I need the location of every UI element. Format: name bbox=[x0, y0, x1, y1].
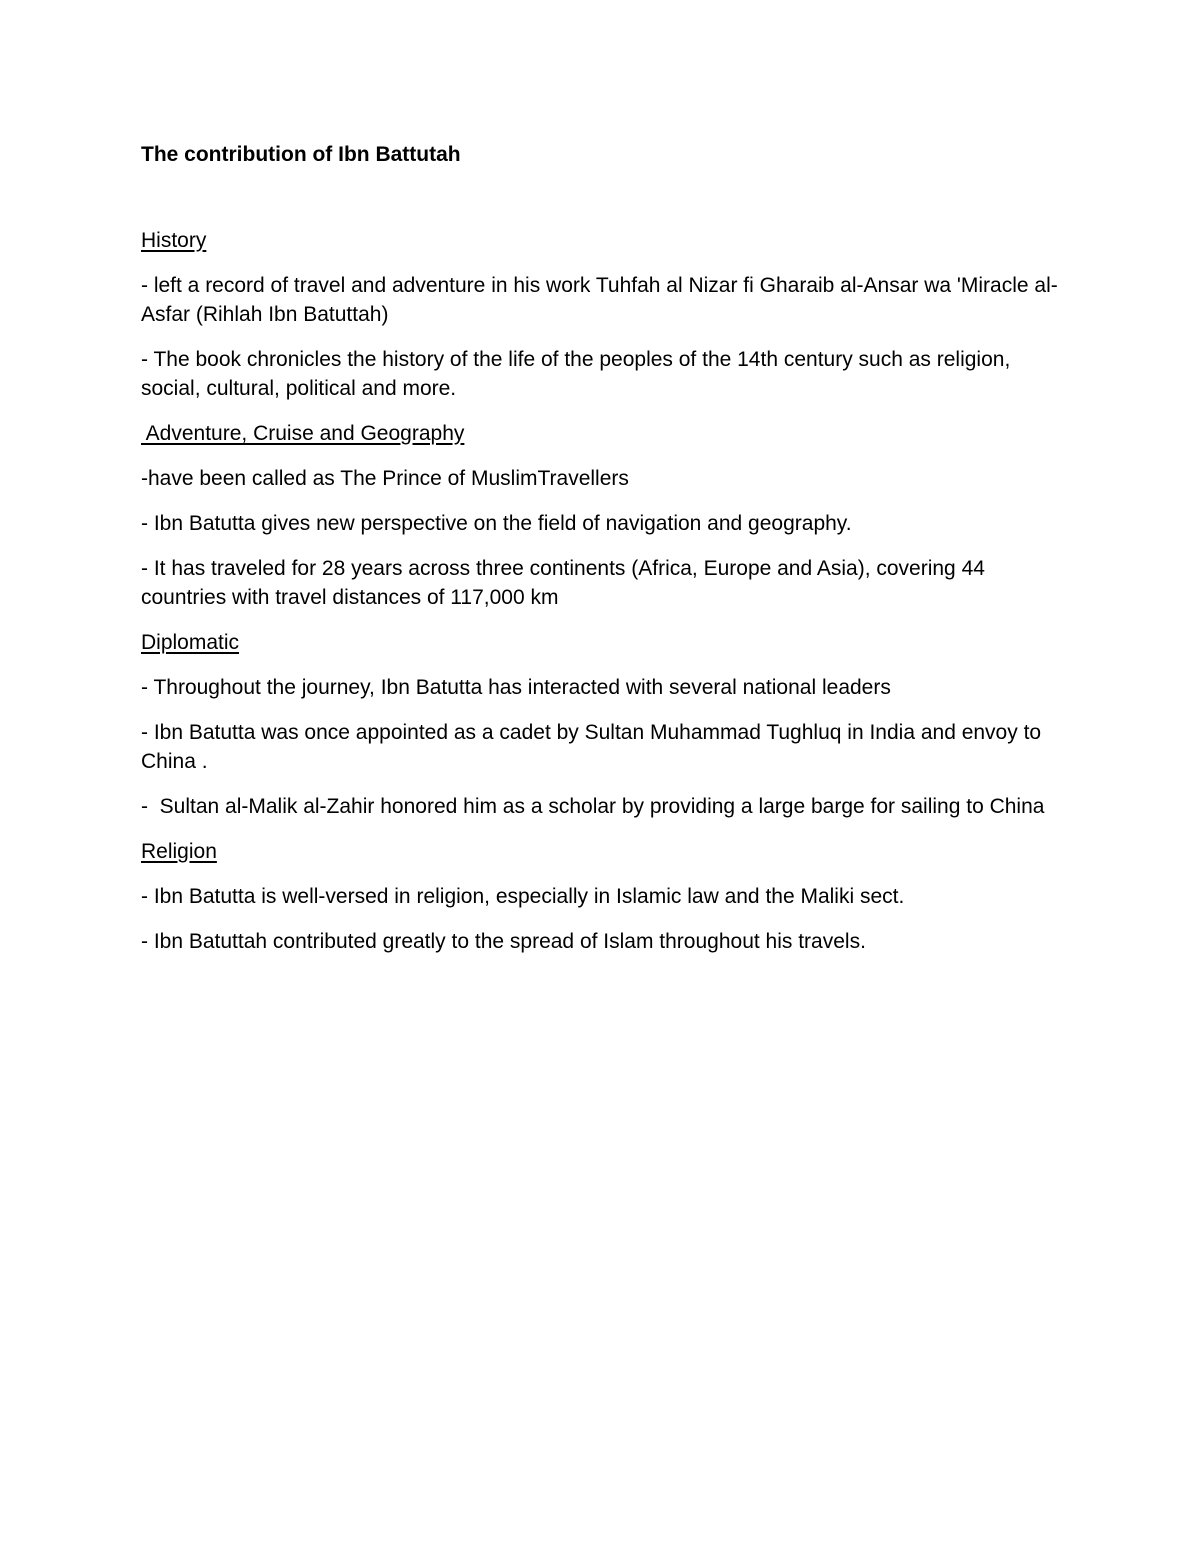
section-adventure bbox=[141, 419, 1071, 612]
paragraph: - Ibn Batutta gives new perspective on the field of navigation and geography. bbox=[141, 512, 852, 535]
section-heading: Adventure, Cruise and Geography bbox=[141, 422, 465, 445]
paragraph: - The book chronicles the history of the life of the peoples of the 14th century such as religion, social, cultural, political and more. bbox=[141, 348, 1017, 400]
document-title: The contribution of Ibn Battutah bbox=[141, 143, 461, 166]
paragraph: - Ibn Batutta was once appointed as a cadet by Sultan Muhammad Tughluq in India and envoy to China . bbox=[141, 721, 1047, 773]
paragraph: - Sultan al-Malik al-Zahir honored him as a scholar by providing a large barge for sailing to China bbox=[141, 795, 1045, 818]
section-history bbox=[141, 226, 1071, 403]
paragraph: -have been called as The Prince of MuslimTravellers bbox=[141, 467, 629, 490]
document-page bbox=[141, 138, 1071, 972]
paragraph: - Throughout the journey, Ibn Batutta has interacted with several national leaders bbox=[141, 676, 891, 699]
section-heading: Religion bbox=[141, 840, 217, 863]
paragraph: - It has traveled for 28 years across three continents (Africa, Europe and Asia), covering 44 countries with travel distances of 117,000 km bbox=[141, 557, 991, 609]
section-diplomatic bbox=[141, 628, 1071, 821]
paragraph: - Ibn Batutta is well-versed in religion, especially in Islamic law and the Maliki sect. bbox=[141, 885, 905, 908]
paragraph: - left a record of travel and adventure in his work Tuhfah al Nizar fi Gharaib al-Ansar wa 'Miracle al-Asfar (Rihlah Ibn Batuttah) bbox=[141, 274, 1058, 326]
paragraph: - Ibn Batuttah contributed greatly to the spread of Islam throughout his travels. bbox=[141, 930, 866, 953]
section-religion bbox=[141, 837, 1071, 956]
section-heading: Diplomatic bbox=[141, 631, 240, 654]
section-heading: History bbox=[141, 229, 207, 252]
title-spacer bbox=[141, 172, 1071, 226]
